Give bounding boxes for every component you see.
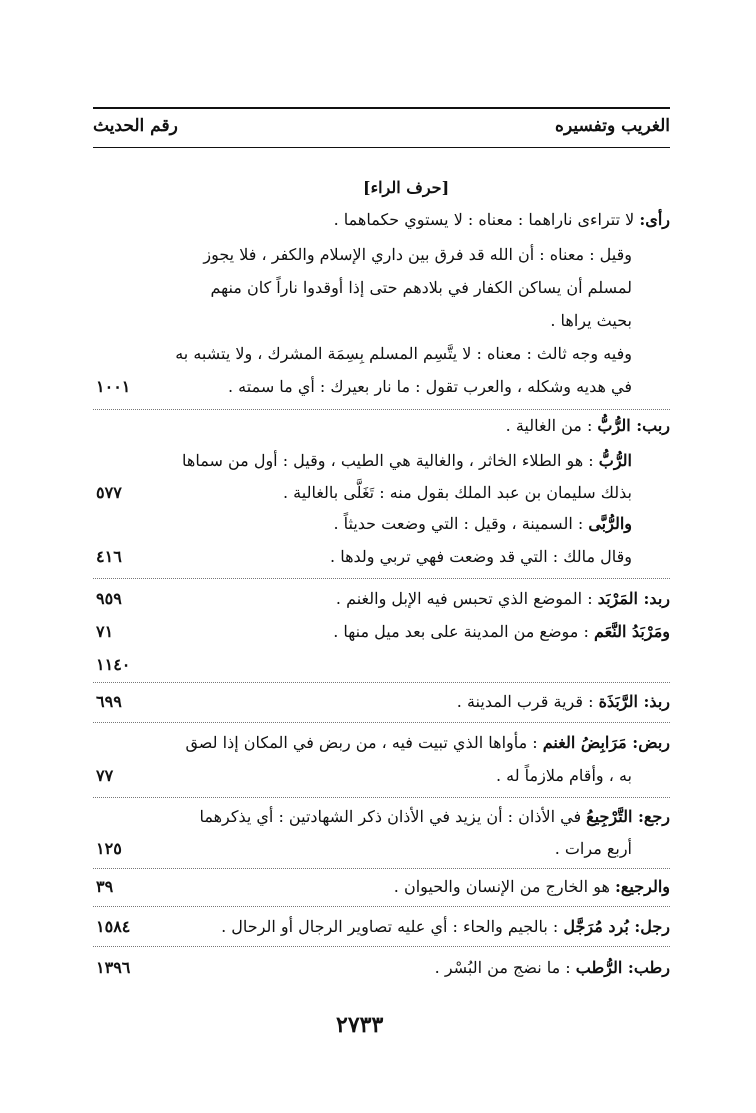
entry-line [333, 620, 670, 644]
entry-headword: والرُّبَّى [588, 514, 632, 533]
entry-headword: رأى: [639, 210, 670, 229]
entry-line: وقيل : معناه : أن الله قد فرق بين داري الإسلام والكفر ، فلا يجوز [203, 245, 632, 264]
entry-line [506, 414, 670, 438]
entry-line [336, 587, 670, 611]
entry-text: : من الغالية . [505, 416, 598, 435]
page-number: ٢٧٣٣ [336, 1012, 384, 1038]
hadith-number: ٦٩٩ [96, 692, 122, 711]
entry-line: وفيه وجه ثالث : معناه : لا يتَّسِم المسلم بِسِمَة المشرك ، ولا يتشبه به [175, 344, 632, 363]
page-header [93, 116, 670, 146]
entry-text: لا تتراءى ناراهما : معناه : لا يستوي حكماهما . [333, 210, 640, 229]
entry-line [221, 915, 670, 939]
entry-headword: ومَرْبَدُ النَّعَم [593, 622, 670, 641]
entry-text: هو الخارج من الإنسان والحيوان . [393, 877, 615, 896]
entry-text: : الموضع الذي تحبس فيه الإبل والغنم . [335, 589, 598, 608]
section-title: [حرف الراء] [363, 178, 450, 197]
entry-line [435, 956, 670, 980]
entry-line: بذلك سليمان بن عبد الملك بقول منه : تَغَلَّى بالغالية . [282, 483, 632, 502]
entry-line [457, 690, 670, 714]
entry-text: : السمينة ، وقيل : التي وضعت حديثاً . [333, 514, 589, 533]
entry-separator [93, 682, 670, 683]
entry-text: : قرية قرب المدينة . [456, 692, 599, 711]
header-right-title: الغريب وتفسيره [555, 116, 670, 136]
entry-separator [93, 906, 670, 907]
entry-separator [93, 578, 670, 579]
entry-line: وقال مالك : التي قد وضعت فهي تربي ولدها . [330, 547, 632, 566]
hadith-number: ٥٧٧ [96, 483, 122, 502]
entry-separator [93, 722, 670, 723]
entry-headword: ربض: مَرَابِضُ الغنم [542, 733, 670, 752]
hadith-number: ٧١ [96, 622, 114, 641]
entry-headword: والرجيع: [614, 877, 670, 896]
entry-separator [93, 409, 670, 410]
entry-separator [93, 868, 670, 869]
entry-line: أربع مرات . [554, 839, 632, 858]
entry-headword: ربب: الرُّبُّ [597, 416, 670, 435]
entry-headword: رجع: التَّرْجِيعُ [586, 807, 670, 826]
entry-headword: ربذ: الرَّبَذَة [598, 692, 670, 711]
entry-line [334, 208, 670, 232]
entry-text: : مأواها الذي تبيت فيه ، من ربض في المكان إذا لصق [185, 733, 543, 752]
entry-line [185, 731, 670, 755]
hadith-number: ١٢٥ [96, 839, 122, 858]
entry-separator [93, 946, 670, 947]
hadith-number: ١٥٨٤ [96, 917, 131, 936]
hadith-number: ٩٥٩ [96, 589, 122, 608]
entry-line [182, 449, 632, 473]
hadith-number: ٧٧ [96, 766, 114, 785]
hadith-number: ١٠٠١ [96, 377, 131, 396]
entry-headword: الرُّبُّ [598, 451, 632, 470]
entry-text: : بالجيم والحاء : أي عليه تصاوير الرجال أو الرحال . [221, 917, 564, 936]
entry-headword: ربد: المَرْبَد [597, 589, 670, 608]
entry-headword: رجل: بُرد مُرَجَّل [563, 917, 670, 936]
entry-line [394, 875, 670, 899]
entry-line: لمسلم أن يساكن الكفار في بلادهم حتى إذا أوقدوا ناراً كان منهم [210, 278, 632, 297]
entry-line [333, 512, 632, 536]
entry-line: به ، وأقام ملازماً له . [495, 766, 632, 785]
hadith-number: ٣٩ [96, 877, 114, 896]
top-rule [93, 107, 670, 109]
header-left-title: رقم الحديث [93, 116, 178, 136]
hadith-number: ١١٤٠ [96, 655, 131, 674]
entry-line [199, 805, 670, 829]
header-rule [93, 147, 670, 148]
entry-separator [93, 797, 670, 798]
entry-text: في الأذان : أن يزيد في الأذان ذكر الشهادتين : أي يذكرهما [199, 807, 587, 826]
hadith-number: ٤١٦ [96, 547, 122, 566]
entry-text: : ما نضج من البُسْر . [434, 958, 576, 977]
hadith-number: ١٣٩٦ [96, 958, 131, 977]
entry-headword: رطب: الرُّطب [575, 958, 670, 977]
entry-line: بحيث يراها . [550, 311, 632, 330]
entry-text: : موضع من المدينة على بعد ميل منها . [333, 622, 594, 641]
entry-text: : هو الطلاء الخاثر ، والغالية هي الطيب ، وقيل : أول من سماها [182, 451, 599, 470]
entry-line: في هديه وشكله ، والعرب تقول : ما نار بعيرك : أي ما سمته . [227, 377, 632, 396]
